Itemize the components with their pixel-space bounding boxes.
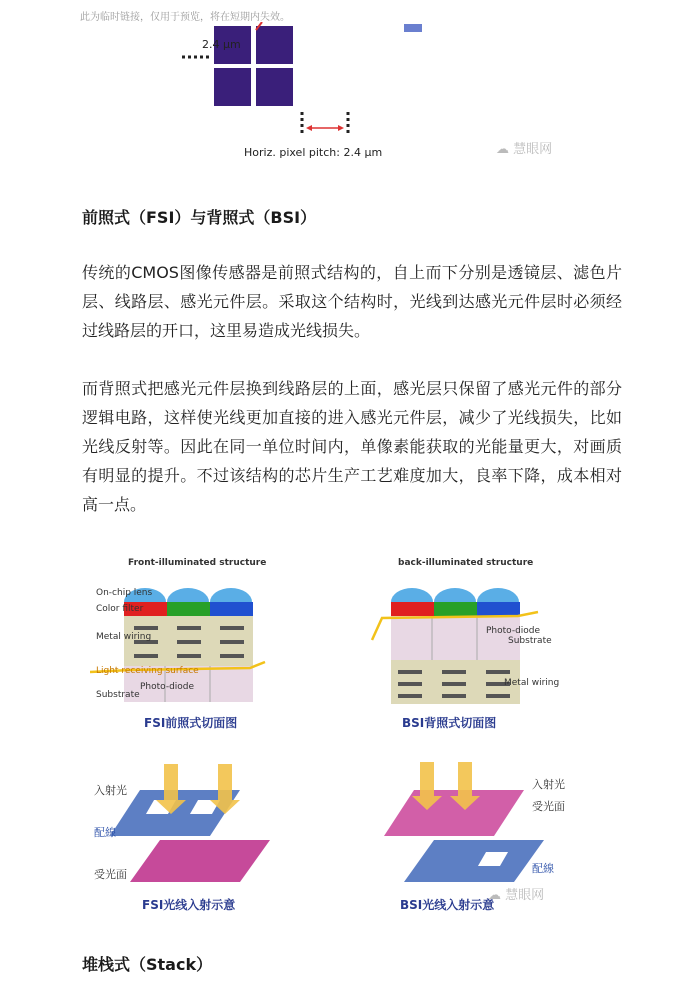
label-metal-wiring: Metal wiring [504,678,560,688]
preview-notice: 此为临时链接，仅用于预览，将在短期内失效。 [80,12,290,23]
label-on-chip-lens: On-chip lens [96,588,153,598]
fsi-light-caption: FSI光线入射示意 [142,898,236,912]
eye-logo-icon: ☁ [496,142,514,157]
label-color-filter: Color filter [96,604,144,614]
fsi-light-incidence-diagram [90,756,300,916]
bsi-cross-section-diagram [368,554,578,732]
pixel-pitch-figure [170,22,430,172]
bsi-light-incidence-diagram [364,756,584,916]
label-incident-light: 入射光 [532,778,565,791]
watermark-bottom: ☁ 慧眼网 [488,888,545,903]
pixel-cell [256,26,293,64]
pixel-pitch-label: Horiz. pixel pitch: 2.4 μm [244,146,383,159]
fsi-structure-title: Front-illuminated structure [128,558,267,568]
bsi-light-caption: BSI光线入射示意 [400,898,495,912]
paragraph-fsi: 传统的CMOS图像传感器是前照式结构的，自上而下分别是透镜层、滤色片层、线路层、感光元件层。采取这个结构时，光线到达感光元件层时必须经过线路层的开口，这里易造成光线损失。 [82,263,622,340]
eye-logo-icon: ☁ [488,888,506,903]
label-wiring: 配線 [532,862,554,875]
label-substrate: Substrate [508,636,552,646]
label-photodiode: Photo-diode [486,626,541,636]
label-incident-light: 入射光 [94,784,127,797]
label-metal-wiring: Metal wiring [96,632,152,642]
fsi-caption: FSI前照式切面图 [144,716,238,730]
section-title-stack: 堆栈式（Stack） [82,955,213,974]
watermark-top: ☁ 慧眼网 [496,142,553,157]
pixel-size-label: 2.4 μm [202,38,241,51]
fsi-cross-section-diagram [90,554,300,732]
label-receiving-surface: 受光面 [532,800,565,813]
pixel-cell [256,68,293,106]
label-light-receiving-surface: Light receiving surface [96,666,199,676]
pixel-cell [214,68,251,106]
label-photodiode: Photo-diode [140,682,195,692]
label-wiring: 配線 [94,826,116,839]
bsi-structure-title: back-illuminated structure [398,558,534,568]
paragraph-bsi: 而背照式把感光元件层换到线路层的上面，感光层只保留了感光元件的部分逻辑电路，这样使光线更加直接的进入感光元件层，减少了光线损失，比如光线反射等。因此在同一单位时间内，单像素能获取的光能量更大，对画质有明显的提升。不过该结构的芯片生产工艺难度加大，良率下降，成本相对高一点。 [82,379,622,514]
label-substrate: Substrate [96,690,140,700]
bsi-caption: BSI背照式切面图 [402,716,497,730]
section-title-fsi-bsi: 前照式（FSI）与背照式（BSI） [82,208,317,227]
label-receiving-surface: 受光面 [94,868,127,881]
